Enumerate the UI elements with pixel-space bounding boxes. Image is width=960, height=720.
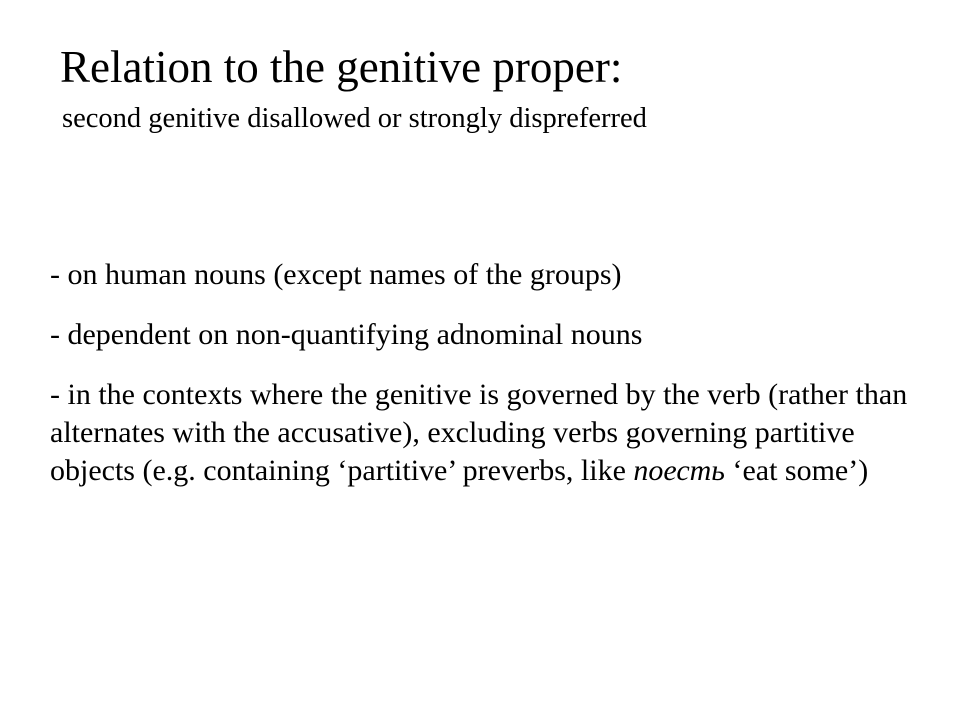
bullet-list <box>50 256 930 490</box>
bullet-human-nouns: - on human nouns (except names of the groups) <box>50 258 622 291</box>
bullet-verb-contexts-gloss: ‘eat some’) <box>732 454 869 487</box>
bullet-adnominal-nouns: - dependent on non-quantifying adnominal nouns <box>50 318 643 351</box>
russian-example-word: поесть <box>633 454 725 487</box>
bullet-verb-contexts-text: - in the contexts where the genitive is governed by the verb (rather than alternates with the accusative), excluding verbs governing partitive objects (e.g. containing ‘partitive’ preverbs, like <box>50 378 908 487</box>
bullet-verb-contexts <box>50 376 930 490</box>
slide-title: Relation to the genitive proper: <box>60 42 623 92</box>
slide-subtitle: second genitive disallowed or strongly dispreferred <box>62 103 647 134</box>
